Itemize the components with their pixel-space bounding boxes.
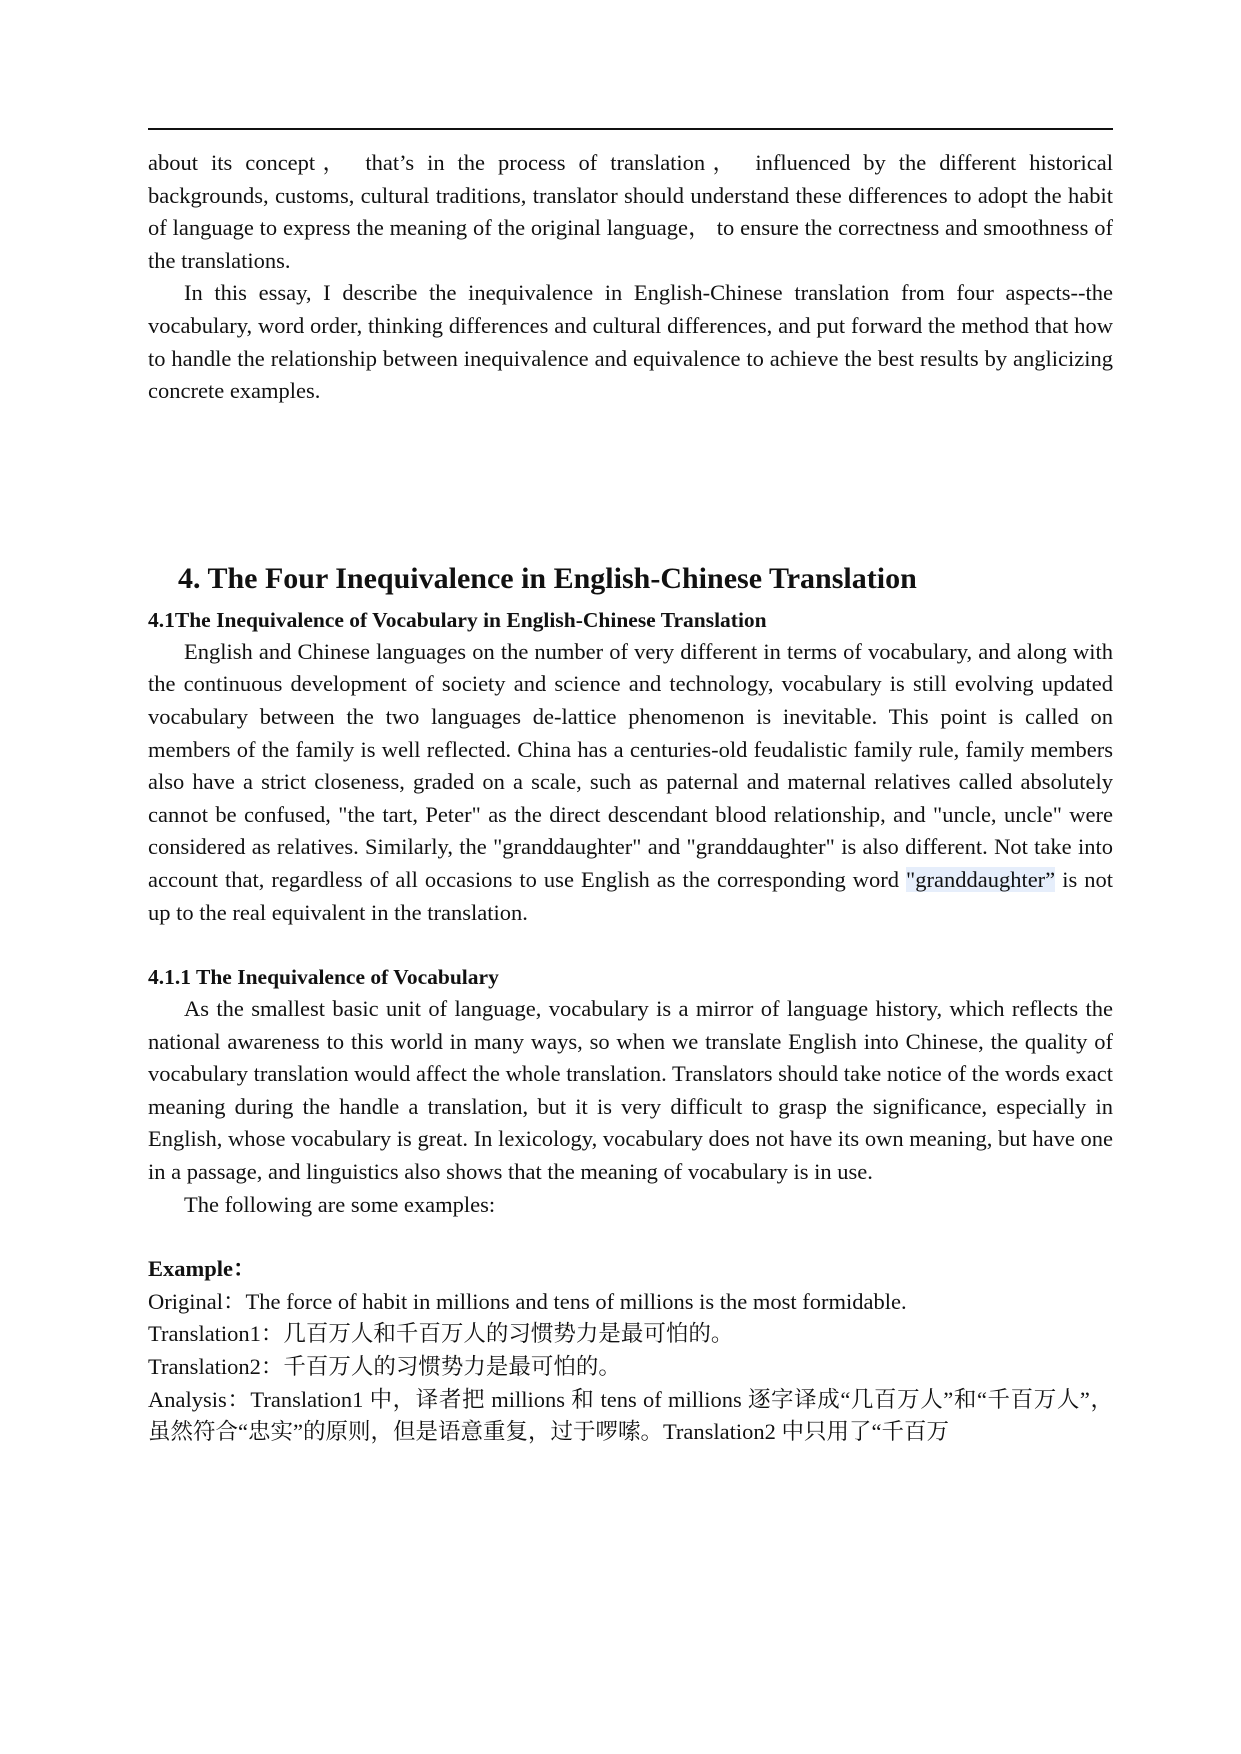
- blank-line: [148, 1221, 1113, 1253]
- document-page: [148, 128, 1113, 1449]
- header-rule: [148, 128, 1113, 130]
- section-spacer: [148, 408, 1113, 554]
- section-4-1-heading: 4.1The Inequivalence of Vocabulary in English-Chinese Translation: [148, 607, 767, 632]
- example-translation-2: Translation2：千百万人的习惯势力是最可怕的。: [148, 1354, 621, 1380]
- example-original: Original：The force of habit in millions and tens of millions is the most formidable.: [148, 1288, 907, 1314]
- intro-paragraph-2: In this essay, I describe the inequivalence in English-Chinese translation from four aspects--the vocabulary, word order, thinking differences and cultural differences, and put forward the method that how to handle the relationship between inequivalence and equivalence to achieve the best results by anglicizing concrete examples.: [148, 280, 1113, 404]
- highlighted-word: "granddaughter”: [906, 866, 1056, 892]
- example-translation-1: Translation1：几百万人和千百万人的习惯势力是最可怕的。: [148, 1321, 734, 1347]
- section-4-1-text-after: is not up to the real equivalent in the translation.: [148, 866, 1113, 925]
- section-4-heading: 4. The Four Inequivalence in English-Chinese Translation: [178, 561, 917, 595]
- section-4-1-1-paragraph: As the smallest basic unit of language, vocabulary is a mirror of language history, which reflects the national awareness to this world in many ways, so when we translate English into Chinese, the quality of vocabulary translation would affect the whole translation. Translators should take notice of the words exact meaning during the handle a translation, but it is very difficult to grasp the significance, especially in English, whose vocabulary is great. In lexicology, vocabulary does not have its own meaning, but have one in a passage, and linguistics also shows that the meaning of vocabulary is in use.: [148, 996, 1113, 1185]
- example-analysis: Analysis：Translation1 中，译者把 millions 和 tens of millions 逐字译成“几百万人”和“千百万人”，虽然符合“忠实”的原则，但是语意重复，过于啰嗦。Translation2 中只用了“千百万: [148, 1386, 1113, 1445]
- section-4-1-text-before: English and Chinese languages on the number of very different in terms of vocabulary, and along with the continuous development of society and science and technology, vocabulary is still evolving updated vocabulary between the two languages de-lattice phenomenon is inevitable. This point is called on members of the family is well reflected. China has a centuries-old feudalistic family rule, family members also have a strict closeness, graded on a scale, such as paternal and maternal relatives called absolutely cannot be confused, "the tart, Peter" as the direct descendant blood relationship, and "uncle, uncle" were considered as relatives. Similarly, the "granddaughter" and "granddaughter" is also different. Not take into account that, regardless of all occasions to use English as the corresponding word: [148, 638, 1113, 892]
- section-4-1-1-heading: 4.1.1 The Inequivalence of Vocabulary: [148, 965, 499, 990]
- intro-paragraph-1: about its concept， that’s in the process of translation， influenced by the different historical backgrounds, customs, cultural traditions, translator should understand these differences to adopt the habit of language to express the meaning of the original language， to ensure the correctness and smoothness of the translations.: [148, 150, 1113, 273]
- section-4-1-paragraph: [148, 636, 1113, 929]
- examples-intro: The following are some examples:: [184, 1191, 496, 1217]
- example-label: Example：: [148, 1256, 256, 1282]
- blank-line: [148, 929, 1113, 961]
